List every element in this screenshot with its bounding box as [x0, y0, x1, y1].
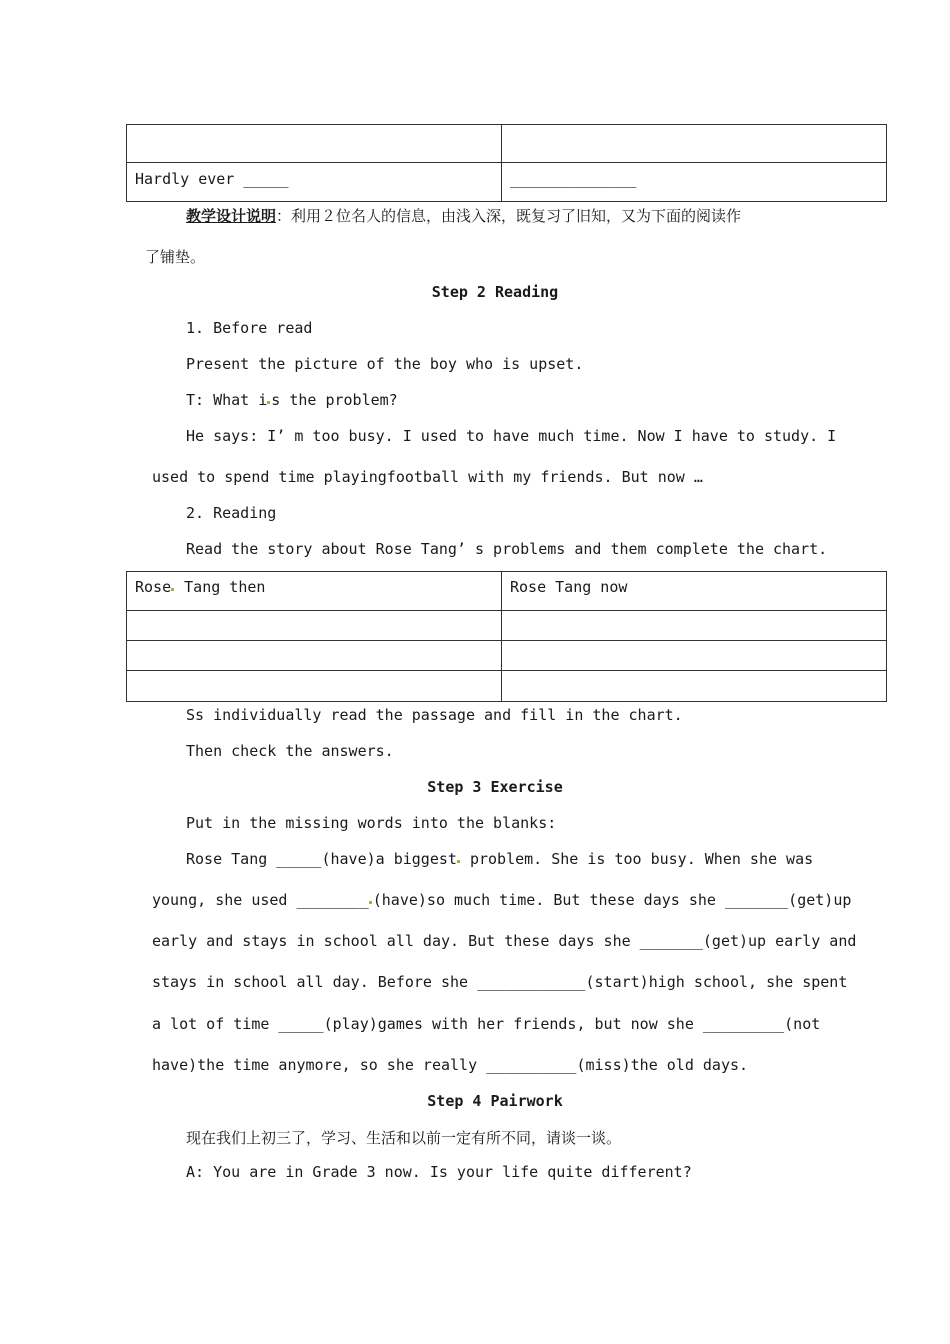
chart-cell [127, 611, 502, 641]
teacher-question [186, 391, 398, 409]
exercise-line [186, 850, 813, 868]
before-read-label: 1. Before read [186, 319, 313, 337]
chart-cell [127, 671, 502, 702]
chart-cell [502, 611, 887, 641]
he-says-line2: used to spend time playingfootball with my friends. But now … [152, 468, 703, 486]
exercise-line: have)the time anymore, so she really __________(miss)the old days. [152, 1056, 749, 1074]
teacher-question-part: T: What i [186, 391, 268, 409]
he-says-line1: He says: I’ m too busy. I used to have much time. Now I have to study. I [186, 427, 837, 445]
chart-header-then [127, 572, 502, 611]
table-cell [502, 125, 887, 163]
step2-heading: Step 2 Reading [431, 283, 559, 301]
after-reading-line2: Then check the answers. [186, 742, 394, 760]
mark-dot-icon [369, 901, 372, 904]
exercise-instruction: Put in the missing words into the blanks: [186, 814, 557, 832]
table-cell: Hardly ever _____ [127, 163, 502, 202]
reading-instruction: Read the story about Rose Tang’ s problems and them complete the chart. [186, 540, 828, 558]
comparison-table-top [126, 124, 887, 202]
exercise-line: a lot of time _____(play)games with her friends, but now she _________(not [152, 1015, 821, 1033]
header-text: Tang then [175, 578, 266, 596]
present-text: Present the picture of the boy who is upset. [186, 355, 584, 373]
table-cell: ______________ [502, 163, 887, 202]
pairwork-line-a: A: You are in Grade 3 now. Is your life quite different? [186, 1163, 692, 1181]
mark-dot-icon [457, 860, 460, 863]
exercise-line: early and stays in school all day. But these days she _______(get)up early and [152, 932, 857, 950]
design-note [186, 205, 741, 226]
exercise-line [152, 891, 851, 909]
after-reading-line1: Ss individually read the passage and fill in the chart. [186, 706, 683, 724]
exercise-text: (have)so much time. But these days she _______(get)up [372, 891, 852, 909]
pairwork-intro: 现在我们上初三了，学习、生活和以前一定有所不同，请谈一谈。 [186, 1129, 622, 1147]
chart-cell [502, 671, 887, 702]
design-note-label: 教学设计说明 [186, 207, 277, 225]
chart-cell [127, 641, 502, 671]
design-note-continued: 了铺垫。 [145, 248, 206, 266]
header-text: Rose [135, 578, 172, 596]
chart-cell [502, 641, 887, 671]
chart-header-now: Rose Tang now [502, 572, 887, 611]
design-note-colon: ： [276, 207, 292, 225]
mark-dot-icon [267, 401, 270, 404]
reading-label: 2. Reading [186, 504, 277, 522]
exercise-line: stays in school all day. Before she ____________(start)high school, she spent [152, 973, 848, 991]
mark-dot-icon [171, 588, 174, 591]
step3-heading: Step 3 Exercise [427, 778, 563, 796]
design-note-text: 利用２位名人的信息，由浅入深，既复习了旧知，又为下面的阅读作 [291, 207, 742, 225]
exercise-text: problem. She is too busy. When she was [460, 850, 814, 868]
table-cell [127, 125, 502, 163]
rose-tang-chart [126, 571, 887, 702]
teacher-question-part: s the problem? [271, 391, 398, 409]
step4-heading: Step 4 Pairwork [427, 1092, 563, 1110]
exercise-text: young, she used ________ [152, 891, 369, 909]
exercise-text: Rose Tang _____(have)a biggest [186, 850, 457, 868]
